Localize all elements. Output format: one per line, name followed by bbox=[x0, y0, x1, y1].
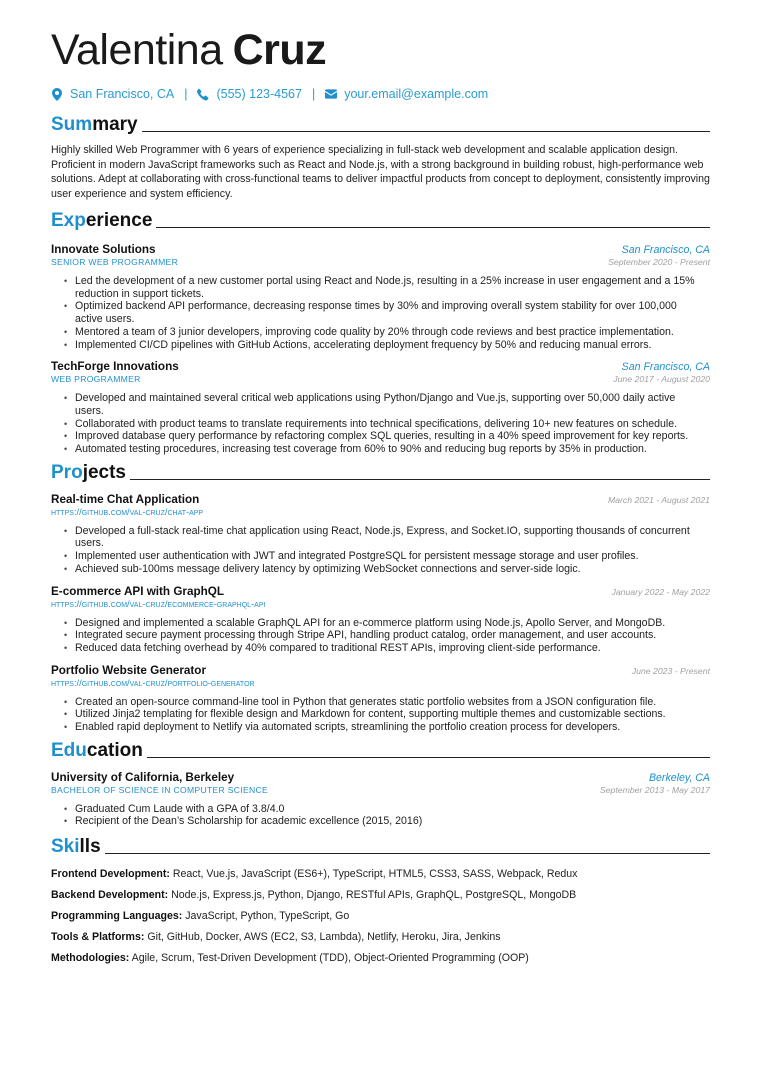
project-link[interactable]: https://github.com/val-cruz/ecommerce-graphql-api bbox=[51, 598, 266, 609]
contact-phone[interactable] bbox=[197, 87, 301, 101]
bullet-list bbox=[51, 696, 710, 734]
bullet-item: • Developed and maintained several critical web applications using Python/Django and Vue.js, supporting over 50,000 daily active users. bbox=[75, 392, 710, 417]
bullet-item: • Enabled rapid deployment to Netlify via automated scripts, streamlining the portfolio creation process for developers. bbox=[75, 721, 710, 734]
skill-label: Backend Development: bbox=[51, 889, 169, 902]
skill-value: Agile, Scrum, Test-Driven Development (TDD), Object-Oriented Programming (OOP) bbox=[131, 952, 529, 965]
skill-label: Tools & Platforms: bbox=[51, 931, 145, 944]
section-heading-summary bbox=[51, 114, 710, 136]
degree-title: BACHELOR OF SCIENCE IN COMPUTER SCIENCE bbox=[51, 784, 269, 795]
bullet-list bbox=[51, 525, 710, 576]
section-title: Education bbox=[51, 739, 143, 761]
project-entry bbox=[51, 493, 710, 576]
skill-line bbox=[51, 952, 710, 965]
section-title: Summary bbox=[51, 114, 138, 135]
section-title: Experience bbox=[51, 210, 153, 231]
job-title: SENIOR WEB PROGRAMMER bbox=[51, 257, 179, 267]
job-location: San Francisco, CA bbox=[621, 361, 710, 374]
bullet-item: • Utilized Jinja2 templating for flexible design and Markdown for content, supporting multiple themes and customizable sections. bbox=[75, 708, 710, 721]
map-pin-icon bbox=[51, 87, 63, 101]
job-dates: September 2020 - Present bbox=[608, 257, 710, 267]
skill-value: JavaScript, Python, TypeScript, Go bbox=[185, 910, 350, 923]
project-name: Portfolio Website Generator bbox=[51, 663, 206, 677]
envelope-icon bbox=[325, 87, 337, 101]
bullet-item: • Implemented CI/CD pipelines with GitHub Actions, accelerating deployment frequency by 50% and reducing manual errors. bbox=[75, 339, 710, 352]
skill-line bbox=[51, 910, 710, 923]
bullet-item: • Implemented user authentication with JWT and integrated PostgreSQL for persistent message storage and user profiles. bbox=[75, 550, 710, 563]
skill-label: Programming Languages: bbox=[51, 910, 183, 923]
bullet-item: • Integrated secure payment processing through Stripe API, handling product catalog, order management, and user accounts. bbox=[75, 629, 710, 642]
skill-label: Methodologies: bbox=[51, 952, 130, 965]
section-rule bbox=[130, 479, 710, 480]
skill-value: Git, GitHub, Docker, AWS (EC2, S3, Lambda), Netlify, Heroku, Jira, Jenkins bbox=[147, 931, 501, 944]
school-location: Berkeley, CA bbox=[648, 771, 710, 784]
skill-value: Node.js, Express.js, Python, Django, RESTful APIs, GraphQL, PostgreSQL, MongoDB bbox=[171, 889, 577, 902]
bullet-item: • Led the development of a new customer portal using React and Node.js, resulting in a 25% increase in user engagement and a 15% reduction in support tickets. bbox=[75, 275, 710, 300]
bullet-item: • Developed a full-stack real-time chat application using React, Node.js, Express, and Socket.IO, supporting thousands of concurrent users. bbox=[75, 525, 710, 550]
job-dates: June 2017 - August 2020 bbox=[613, 374, 710, 385]
education-entry bbox=[51, 771, 710, 828]
bullet-item: • Graduated Cum Laude with a GPA of 3.8/4.0 bbox=[75, 803, 710, 816]
bullet-item: • Reduced data fetching overhead by 40% compared to traditional REST APIs, improving client-side performance. bbox=[75, 642, 710, 655]
phone-text[interactable]: (555) 123-4567 bbox=[216, 87, 302, 101]
project-entry bbox=[51, 664, 710, 734]
bullet-item: • Mentored a team of 3 junior developers, improving code quality by 20% through code reviews and best practice implementation. bbox=[75, 326, 710, 339]
skill-line bbox=[51, 931, 710, 944]
project-name: Real-time Chat Application bbox=[51, 492, 200, 506]
bullet-item: • Automated testing procedures, increasing test coverage from 60% to 90% and reducing bug reports by 35% in production. bbox=[75, 443, 710, 456]
resume-name bbox=[51, 26, 710, 78]
project-link[interactable]: https://github.com/val-cruz/chat-app bbox=[51, 506, 204, 517]
school-dates: September 2013 - May 2017 bbox=[599, 784, 710, 795]
section-title: Projects bbox=[51, 461, 126, 483]
bullet-item: • Collaborated with product teams to translate requirements into technical specifications, delivering 10+ new features on schedule. bbox=[75, 418, 710, 431]
bullet-item: • Optimized backend API performance, decreasing response times by 30% and improving overall system stability for over 100,000 active users. bbox=[75, 300, 710, 325]
bullet-item: • Recipient of the Dean’s Scholarship for academic excellence (2015, 2016) bbox=[75, 815, 710, 828]
last-name: Cruz bbox=[232, 26, 327, 74]
section-rule bbox=[105, 853, 710, 854]
job-location: San Francisco, CA bbox=[621, 244, 710, 256]
bullet-item: • Created an open-source command-line tool in Python that generates static portfolio websites from a JSON configuration file. bbox=[75, 696, 710, 709]
bullet-item: • Achieved sub-100ms message delivery latency by optimizing WebSocket connections and server-side logic. bbox=[75, 563, 710, 576]
contact-separator: | bbox=[184, 87, 188, 101]
section-rule bbox=[156, 227, 710, 228]
project-link[interactable]: https://github.com/val-cruz/portfolio-generator bbox=[51, 677, 255, 688]
first-name: Valentina bbox=[51, 26, 223, 74]
job-title: WEB PROGRAMMER bbox=[51, 374, 141, 385]
bullet-item: • Designed and implemented a scalable GraphQL API for an e-commerce platform using Node.js, Apollo Server, and MongoDB. bbox=[75, 617, 710, 630]
section-heading-skills bbox=[51, 836, 710, 858]
skill-label: Frontend Development: bbox=[51, 868, 170, 881]
bullet-item: • Improved database query performance by refactoring complex SQL queries, resulting in a 40% speed improvement for key reports. bbox=[75, 430, 710, 443]
skill-line bbox=[51, 889, 710, 902]
section-heading-experience bbox=[51, 210, 710, 232]
email-link[interactable]: your.email@example.com bbox=[344, 87, 489, 101]
experience-entry bbox=[51, 243, 710, 351]
project-name: E-commerce API with GraphQL bbox=[51, 584, 224, 598]
contact-location bbox=[51, 87, 174, 101]
summary-text: Highly skilled Web Programmer with 6 years of experience specializing in full-stack web development and scalable application design. Proficient in modern JavaScript frameworks such as React and Node.js, with a strong background in building robust, high-performance web solutions. Adept at collaborating with cross-functional teams to deliver impactful products from concept to deployment, consistently improving user experience and system efficiency. bbox=[51, 144, 710, 200]
project-dates: June 2023 - Present bbox=[631, 665, 710, 676]
section-title: Skills bbox=[51, 836, 101, 858]
contact-email[interactable] bbox=[325, 87, 488, 101]
experience-entry bbox=[51, 360, 710, 456]
section-heading-projects bbox=[51, 462, 710, 484]
project-entry bbox=[51, 585, 710, 655]
contact-separator: | bbox=[311, 87, 316, 101]
section-rule bbox=[142, 131, 710, 132]
project-dates: March 2021 - August 2021 bbox=[607, 494, 710, 505]
bullet-list bbox=[51, 617, 710, 655]
bullet-list bbox=[51, 392, 710, 456]
location-text: San Francisco, CA bbox=[70, 87, 175, 101]
section-rule bbox=[147, 757, 710, 758]
phone-icon bbox=[197, 87, 209, 101]
company-name: TechForge Innovations bbox=[51, 360, 179, 374]
bullet-list bbox=[51, 803, 710, 828]
company-name: Innovate Solutions bbox=[51, 243, 156, 256]
project-dates: January 2022 - May 2022 bbox=[611, 586, 710, 597]
section-heading-education bbox=[51, 740, 710, 762]
bullet-list bbox=[51, 275, 710, 351]
skill-line bbox=[51, 868, 710, 881]
contact-bar bbox=[51, 86, 710, 102]
skill-value: React, Vue.js, JavaScript (ES6+), TypeScript, HTML5, CSS3, SASS, Webpack, Redux bbox=[172, 868, 578, 881]
school-name: University of California, Berkeley bbox=[51, 770, 235, 784]
